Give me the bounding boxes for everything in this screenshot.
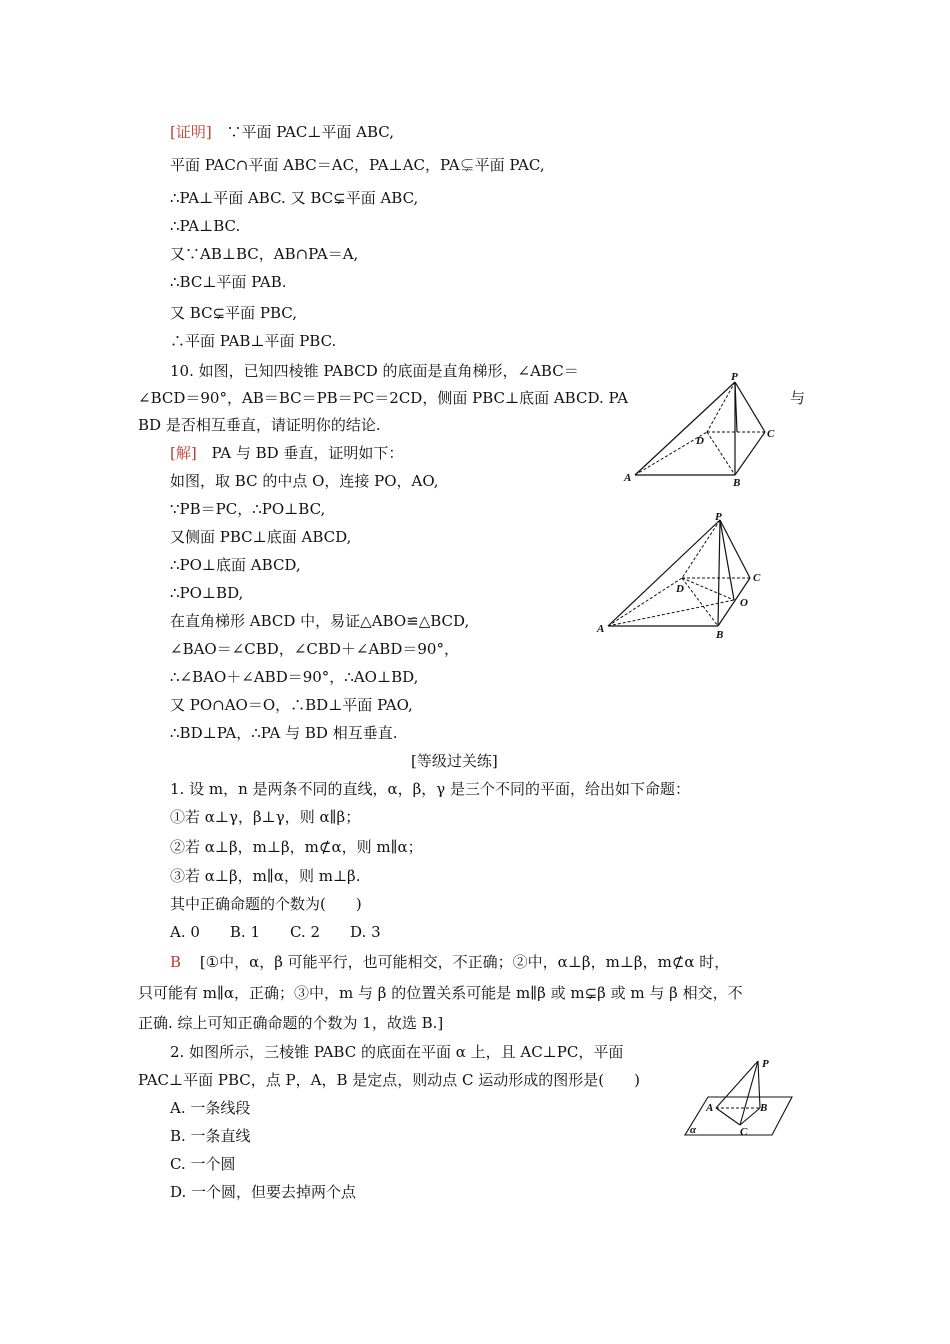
q2-option-c: C. 一个圆: [170, 1155, 236, 1173]
q1-item-3: ③若 α⊥β，m∥α，则 m⊥β.: [170, 867, 361, 885]
fig3-label-b: B: [760, 1102, 768, 1114]
fig1-label-b: B: [733, 477, 741, 489]
solution-line-10: 又 PO∩AO＝O，∴BD⊥平面 PAO,: [170, 696, 413, 714]
fig3-label-a: A: [706, 1102, 714, 1114]
q1-answer-line-3: 正确. 综上可知正确命题的个数为 1，故选 B.]: [138, 1014, 444, 1032]
q1-stem: 1. 设 m，n 是两条不同的直线，α，β，γ 是三个不同的平面，给出如下命题：: [170, 780, 691, 798]
solution-line-5: ∴PO⊥底面 ABCD,: [170, 556, 301, 574]
q2-option-d: D. 一个圆，但要去掉两个点: [170, 1183, 357, 1201]
solution-line-6: ∴PO⊥BD,: [170, 584, 244, 602]
q1-answer-line-2: 只可能有 m∥α，正确；③中，m 与 β 的位置关系可能是 m∥β 或 m⊊β 或 m 与 β 相交，不: [138, 984, 743, 1002]
fig1-label-d: D: [696, 435, 704, 447]
fig1-label-a: A: [624, 472, 632, 484]
fig2-label-o: O: [740, 597, 748, 609]
fig1-label-c: C: [767, 428, 775, 440]
fig2-label-a: A: [597, 623, 605, 635]
proof-text: ∵平面 PAC⊥平面 ABC,: [226, 123, 395, 141]
solution-first: PA 与 BD 垂直，证明如下：: [211, 444, 404, 462]
fig2-label-c: C: [753, 572, 761, 584]
fig3-label-c: C: [740, 1126, 748, 1138]
proof-line-1: [170, 122, 394, 142]
q10-line-2: ∠BCD＝90°，AB＝BC＝PB＝PC＝2CD，侧面 PBC⊥底面 ABCD. PA: [138, 389, 629, 407]
fig2-label-p: P: [715, 511, 722, 523]
proof-line-2: 平面 PAC∩平面 ABC＝AC，PA⊥AC，PA⊊平面 PAC,: [170, 156, 545, 174]
proof-line-7: 又 BC⊊平面 PBC,: [170, 304, 297, 322]
solution-line-9: ∴∠BAO＋∠ABD＝90°，∴AO⊥BD,: [170, 668, 419, 686]
q1-options: A. 0 B. 1 C. 2 D. 3: [170, 923, 381, 941]
q2-line-2: PAC⊥平面 PBC，点 P，A，B 是定点，则动点 C 运动形成的图形是( ): [138, 1071, 640, 1089]
q1-item-1: ①若 α⊥γ，β⊥γ，则 α∥β；: [170, 808, 361, 826]
proof-line-5: 又∵AB⊥BC，AB∩PA＝A,: [170, 245, 359, 263]
proof-tag: [证明]: [170, 123, 212, 141]
q10-line-3: BD 是否相互垂直，请证明你的结论.: [138, 416, 381, 434]
section-title: [等级过关练]: [411, 752, 498, 770]
proof-line-3: ∴PA⊥平面 ABC. 又 BC⊊平面 ABC,: [170, 189, 419, 207]
q1-answer-text: [①中，α，β 可能平行，也可能相交，不正确；②中，α⊥β，m⊥β，m⊄α 时，: [199, 953, 730, 971]
pyramid-figure-2: [590, 508, 775, 643]
q1-item-2: ②若 α⊥β，m⊥β，m⊄α，则 m∥α；: [170, 838, 423, 856]
fig2-label-b: B: [716, 629, 724, 641]
solution-tag: [解]: [170, 444, 197, 462]
fig3-label-p: P: [762, 1058, 769, 1070]
q2-line-1: 2. 如图所示，三棱锥 PABC 的底面在平面 α 上，且 AC⊥PC，平面: [170, 1043, 624, 1061]
solution-line-8: ∠BAO＝∠CBD，∠CBD＋∠ABD＝90°，: [170, 640, 459, 658]
solution-line-2: 如图，取 BC 的中点 O，连接 PO，AO,: [170, 472, 439, 490]
pyramid-figure-1: [615, 370, 790, 490]
q1-answer-letter: B: [170, 953, 182, 971]
q1-question: 其中正确命题的个数为( ): [170, 895, 362, 913]
solution-line-11: ∴BD⊥PA，∴PA 与 BD 相互垂直.: [170, 724, 398, 742]
q10-line-2-end: 与: [790, 389, 806, 407]
fig3-label-alpha: α: [690, 1124, 697, 1136]
q1-answer-line-1: [170, 952, 729, 972]
fig2-label-d: D: [676, 583, 684, 595]
q2-option-a: A. 一条线段: [170, 1099, 251, 1117]
proof-line-6: ∴BC⊥平面 PAB.: [170, 273, 287, 291]
proof-line-4: ∴PA⊥BC.: [170, 217, 241, 235]
solution-line-7: 在直角梯形 ABCD 中，易证△ABO≌△BCD,: [170, 612, 470, 630]
solution-line-1: [170, 443, 403, 463]
tetrahedron-plane-figure: [680, 1055, 800, 1140]
solution-line-3: ∵PB＝PC，∴PO⊥BC,: [170, 500, 326, 518]
proof-line-8: ∴平面 PAB⊥平面 PBC.: [170, 332, 337, 350]
q2-option-b: B. 一条直线: [170, 1127, 251, 1145]
q10-line-1: 10. 如图，已知四棱锥 PABCD 的底面是直角梯形，∠ABC＝: [170, 362, 579, 380]
fig1-label-p: P: [731, 371, 738, 383]
solution-line-4: 又侧面 PBC⊥底面 ABCD,: [170, 528, 352, 546]
